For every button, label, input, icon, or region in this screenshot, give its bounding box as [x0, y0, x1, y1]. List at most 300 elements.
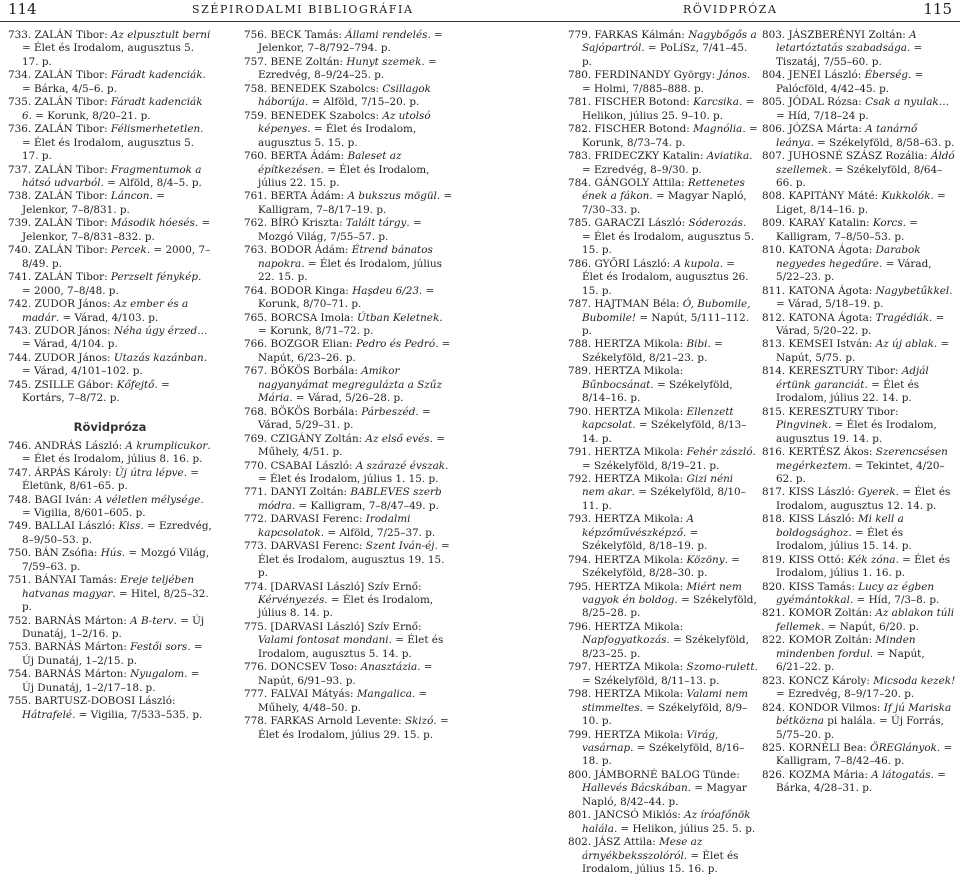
entry-text: [DARVASI László] Szív Ernő: [270, 620, 422, 633]
entry-text: . = Várad, 5/29–31. p. [258, 405, 431, 432]
entry-text: FRIDECZKY Katalin: [594, 150, 707, 163]
page-header [0, 0, 960, 22]
entry-number: 804. [762, 69, 789, 82]
bibliography-entry [762, 702, 956, 742]
entry-title: Virág, vasárnap [582, 728, 719, 755]
section-heading: Rövidpróza [73, 419, 147, 434]
entry-number: 753. [8, 641, 35, 654]
entry-number: 782. [568, 123, 595, 136]
entry-title: Irodalmi kapcsolatok [258, 513, 411, 539]
entry-text: KONCZ Károly: [788, 674, 874, 687]
entry-number: 789. [568, 365, 595, 378]
entry-text: . = Székelyföld, 8/14–16. p. [582, 378, 733, 405]
entry-text: KATONA Ágota: [788, 311, 876, 324]
entry-title: Minden mindenben fordul [776, 634, 916, 660]
entry-number: 743. [8, 324, 35, 337]
bibliography-entry [244, 338, 454, 365]
entry-text: . = Élet és Irodalom, július 8. 14. p. [258, 594, 434, 620]
bibliography-entry [568, 729, 758, 769]
bibliography-entry [762, 607, 956, 634]
entry-text: . = Korunk, 8/71–72. p. [258, 311, 443, 337]
bibliography-entry [568, 258, 758, 298]
entry-text: pi halála. = Új Forrás, 5/75–20. p. [776, 715, 944, 741]
entry-text: KONDOR Vilmos: [788, 701, 884, 714]
entry-title: Bibi [686, 338, 708, 351]
entry-number: 826. [762, 768, 789, 781]
entry-text: . = Élet és Irodalom, augusztus 19. 14. p. [776, 419, 937, 445]
bibliography-entry [8, 352, 212, 379]
entry-title: Nagybőgős a Sajópartról [582, 29, 757, 55]
entry-text: ÁRPÁS Károly: [34, 466, 115, 479]
entry-title: Percek [110, 244, 147, 257]
entry-text: ZALÁN Tibor: [34, 271, 111, 284]
entry-number: 797. [568, 661, 595, 674]
bibliography-entry [8, 574, 212, 614]
entry-title: A letartóztatás szabadsága [776, 29, 917, 55]
entry-number: 733. [8, 29, 35, 41]
entry-text: JÁSZ Attila: [594, 836, 660, 849]
entry-text: . = Székelyföld, 8/9–10. p. [582, 701, 748, 728]
entry-text: ZALÁN Tibor: [34, 244, 111, 257]
entry-title: Festői sors [130, 641, 188, 654]
bibliography-entry [762, 513, 956, 553]
entry-title: Mi kell a boldogsághoz [776, 513, 904, 539]
entry-text: . = Helikon, július 25. 5. p. [613, 822, 756, 835]
bibliography-entry [244, 190, 454, 217]
entry-title: Szent Iván-éj [365, 540, 435, 553]
entry-text: HERTZA Mikola: [594, 728, 687, 741]
entry-text: . = Palócföld, 4/42–45. p. [776, 69, 924, 95]
entry-text: . = Székelyföld, 8/23–25. p. [582, 634, 749, 660]
bibliography-entry [8, 668, 212, 695]
entry-number: 800. [568, 768, 595, 781]
bibliography-entry [762, 69, 956, 96]
bibliography-entry [244, 486, 454, 513]
bibliography-entry [8, 217, 212, 244]
entry-number: 814. [762, 365, 789, 378]
entry-number: 816. [762, 446, 789, 459]
entry-title: Korcs [872, 217, 903, 230]
entry-text: BÍRÓ Kriszta: [270, 217, 346, 230]
entry-text: . = Magyar Napló, 7/30–33. p. [582, 190, 747, 216]
entry-text: . = Élet és Irodalom, július 1. 15. p. [258, 459, 449, 485]
bibliography-entry [762, 554, 956, 581]
entry-text: FERDINANDY György: [594, 69, 719, 82]
bibliography-entry [568, 177, 758, 217]
entry-title: Nagybetűkkel [875, 284, 950, 297]
entry-number: 762. [244, 217, 271, 230]
entry-number: 807. [762, 150, 789, 163]
bibliography-entry [244, 285, 454, 312]
entry-text: CSABAI László: [270, 459, 356, 472]
entry-text: . = Székelyföld, 8/21–23. p. [582, 338, 723, 364]
entry-text: ZSILLE Gábor: [34, 378, 117, 391]
entry-title: Második hóesés [110, 217, 195, 230]
entry-number: 744. [8, 351, 35, 364]
bibliography-entry [244, 513, 454, 540]
bibliography-entry [568, 836, 758, 876]
entry-text: KERTÉSZ Ákos: [788, 446, 876, 459]
entry-text: HERTZA Mikola: [594, 661, 687, 674]
entry-title: Tragédiák [875, 311, 930, 324]
entry-text: FALVAI Mátyás: [270, 688, 357, 701]
entry-title: Ellenzett kapcsolat [582, 405, 734, 432]
bibliography-entry [568, 217, 758, 257]
entry-title: Karcsika [693, 96, 739, 109]
entry-title: Mese az árnyékbeksszolóról [582, 836, 703, 862]
bibliography-entry [244, 661, 454, 688]
entry-text: BECK Tamás: [270, 29, 346, 41]
entry-text: = Korunk, 8/20–21. p. [31, 109, 151, 122]
bibliography-entry [244, 621, 454, 661]
entry-text: . = Ezredvég, 8–9/50–53. p. [22, 520, 212, 546]
entry-text: BÖKÖS Borbála: [270, 365, 362, 378]
bibliography-entry [568, 688, 758, 728]
entry-text: . = Várad, 5/22–23. p. [776, 257, 932, 284]
entry-text: BODOR Ádám: [270, 244, 352, 257]
entry-title: Perzselt fénykép [110, 271, 198, 284]
entry-title: Kék zóna [847, 553, 896, 566]
entry-text: . = Liget, 8/14–16. p. [776, 190, 946, 216]
entry-text: BENEDEK Szabolcs: [270, 82, 383, 95]
entry-title: If jú Mariska bétközna [776, 701, 952, 728]
bibliography-entry [762, 96, 956, 123]
entry-number: 817. [762, 486, 789, 499]
entry-number: 775. [244, 620, 271, 633]
column-2 [244, 29, 454, 742]
entry-text: = Élet és Irodalom, augusztus 5. 17. p. [22, 42, 194, 68]
entry-number: 759. [244, 109, 271, 122]
entry-text: . = Élet és Irodalom, július 8. 16. p. [22, 439, 211, 466]
bibliography-entry [8, 325, 212, 352]
entry-title: Haşdeu 6/23 [352, 284, 419, 297]
entry-text: . = Alföld, 7/15–20. p. [304, 96, 420, 109]
entry-title: Az ablakon túli fellemek [776, 607, 955, 633]
entry-text: . = Élet és Irodalom, július 15. 16. p. [582, 849, 739, 876]
entry-text: . = Napút, 6/20. p. [821, 620, 920, 633]
entry-text: JUHOSNÉ SZÁSZ Rozália: [788, 150, 931, 163]
entry-number: 737. [8, 163, 35, 176]
entry-text: ANDRÁS László: [34, 439, 126, 452]
entry-text: . = Napút, 5/75. p. [776, 338, 950, 364]
entry-title: Valami nem stimmeltes [582, 688, 748, 714]
entry-text: . = Várad, 5/18–19. p. [776, 284, 953, 311]
entry-text: BÁN Zsófia: [34, 547, 101, 560]
entry-number: 805. [762, 96, 789, 109]
entry-text: GARACZI László: [594, 217, 689, 230]
entry-number: 790. [568, 405, 595, 418]
entry-number: 739. [8, 217, 35, 230]
entry-text: . = Tekintet, 4/20–62. p. [776, 459, 945, 485]
bibliography-entry [244, 83, 454, 110]
entry-number: 769. [244, 432, 271, 445]
bibliography-entry [568, 473, 758, 513]
entry-text: ZALÁN Tibor: [34, 96, 111, 109]
entry-text: . = Élet és Irodalom, augusztus 5. 17. p. [22, 123, 204, 163]
entry-text: . = Élet és Irodalom, július 22. 14. p. [776, 378, 920, 405]
entry-title: Hunyt szemek [346, 55, 422, 68]
bibliography-entry [762, 285, 956, 312]
entry-number: 780. [568, 69, 595, 82]
bibliography-entry [8, 190, 212, 217]
entry-number: 756. [244, 29, 271, 41]
entry-text: = Híd, 7/18–24 p. [776, 109, 869, 122]
bibliography-entry [244, 540, 454, 580]
entry-text: BODOR Kinga: [270, 284, 353, 297]
entry-text: . = Székelyföld, 8/13–14. p. [582, 419, 747, 445]
entry-title: Étrend bánatos napokra [258, 244, 433, 270]
entry-number: 791. [568, 446, 595, 459]
column-4 [762, 29, 956, 796]
bibliography-entry [568, 554, 758, 581]
entry-title: Skizó [404, 715, 434, 728]
bibliography-entry [762, 190, 956, 217]
entry-number: 734. [8, 69, 35, 82]
entry-number: 740. [8, 244, 35, 257]
entry-text: . = Székelyföld, 8/10–11. p. [582, 486, 746, 512]
entry-number: 794. [568, 553, 595, 566]
bibliography-entry [8, 615, 212, 642]
entry-number: 763. [244, 244, 271, 257]
entry-title: Az utolsó képenyes [258, 109, 431, 136]
entry-number: 754. [8, 668, 35, 681]
entry-text: KARAY Katalin: [788, 217, 873, 230]
column-3 [568, 29, 758, 877]
entry-number: 770. [244, 459, 271, 472]
bibliography-entry [244, 217, 454, 244]
entry-text: FISCHER Botond: [594, 123, 694, 136]
entry-title: Bűnbocsánat [582, 378, 651, 391]
entry-text: . = Vigilia, 7/533–535. p. [72, 708, 203, 721]
bibliography-entry [8, 164, 212, 191]
entry-text: FARKAS Arnold Levente: [270, 715, 405, 728]
entry-number: 812. [762, 311, 789, 324]
entry-title: Közöny [686, 553, 725, 566]
entry-text: ZUDOR János: [34, 298, 114, 311]
entry-text: BENEDEK Szabolcs: [270, 109, 383, 122]
bibliography-entry [568, 581, 758, 621]
bibliography-entry [762, 29, 956, 69]
entry-text: . = Élet és Irodalom, július 1. 16. p. [776, 553, 951, 580]
entry-text: = Ezredvég, 8–9/17–20. p. [776, 688, 915, 701]
entry-title: Útban Keletnek [357, 311, 440, 324]
entry-text: HAJTMAN Béla: [594, 298, 683, 311]
entry-title: A B-terv [130, 614, 174, 627]
entry-text: . = Bárka, 4/28–31. p. [776, 768, 946, 795]
entry-text: BERTA Ádám: [270, 190, 348, 203]
bibliography-entry [244, 433, 454, 460]
entry-text: . = Magyar Napló, 8/42–44. p. [582, 782, 747, 808]
entry-number: 757. [244, 55, 271, 68]
entry-text: . = Jelenkor, 7–8/831. p. [22, 190, 165, 216]
entry-title: Gyerek [857, 486, 896, 499]
entry-text: BAGI Iván: [34, 493, 95, 506]
entry-text: DANYI Zoltán: [270, 486, 351, 499]
entry-number: 781. [568, 96, 595, 109]
entry-number: 772. [244, 513, 271, 526]
entry-text: FISCHER Botond: [594, 96, 694, 109]
entry-text: GYŐRI László: [594, 257, 674, 270]
entry-text: KISS László: [788, 486, 858, 499]
entry-title: Napfogyatkozás [582, 634, 667, 647]
entry-text: . = Élet és Irodalom, július 22. 15. p. [258, 163, 430, 189]
entry-text: BORCSA Imola: [270, 311, 358, 324]
bibliography-entry [762, 446, 956, 486]
entry-text: . = Alföld, 7/25–37. p. [320, 526, 436, 539]
entry-text: BÁNYAI Tamás: [34, 574, 121, 587]
entry-title: Kérvényezés [258, 594, 325, 607]
entry-title: Gizi néni nem akar [582, 472, 734, 499]
entry-title: Darabok negyedes hegedűre [776, 244, 921, 270]
entry-text: = Napút, 5/111–112. p. [582, 311, 750, 337]
entry-text: . = Holmi, 7/885–888. p. [582, 69, 751, 95]
entry-text: . = Székelyföld, 8/28–30. p. [582, 553, 740, 580]
entry-title: Láncon [110, 190, 150, 203]
entry-text: ZALÁN Tibor: [34, 163, 111, 176]
entry-text: HERTZA Mikola: [594, 446, 687, 459]
entry-text: JÓZSA Márta: [788, 123, 866, 136]
entry-title: Anasztázia [360, 661, 418, 674]
entry-title: Néha úgy érzed… [113, 324, 208, 337]
entry-text: JENEI László: [788, 69, 865, 82]
entry-number: 765. [244, 311, 271, 324]
entry-title: Valami fontosat mondani [258, 634, 389, 647]
entry-text: KOMOR Zoltán: [788, 634, 876, 647]
entry-title: Magnólia [693, 123, 743, 136]
entry-number: 738. [8, 190, 35, 203]
entry-text: . = Várad, 5/26–28. p. [289, 392, 404, 405]
entry-text: HERTZA Mikola: [594, 688, 687, 701]
entry-text: . = Mozgó Világ, 7/55–57. p. [258, 217, 422, 243]
entry-number: 796. [568, 620, 595, 633]
entry-text: KATONA Ágota: [788, 284, 876, 297]
entry-title: Fáradt kadenciák 6. [22, 96, 203, 122]
entry-number: 808. [762, 190, 789, 203]
entry-text: . = Élet és Irodalom, július 15. 14. p. [776, 526, 912, 553]
entry-number: 761. [244, 190, 271, 203]
entry-text: . = Új Dunatáj, 1–2/15. p. [22, 641, 203, 667]
entry-text: BARNÁS Márton: [34, 614, 131, 627]
entry-number: 802. [568, 836, 595, 849]
entry-text: . = Új Dunatáj, 1–2/16. p. [22, 614, 205, 641]
bibliography-entry [568, 338, 758, 365]
entry-text: KATONA Ágota: [788, 244, 876, 257]
entry-text: . = Új Dunatáj, 1–2/17–18. p. [22, 668, 200, 694]
entry-text: DARVASI Ferenc: [270, 540, 366, 553]
entry-text: . = Bárka, 4/5–6. p. [22, 69, 206, 95]
entry-title: Rettenetes ének a fákon [582, 176, 745, 203]
entry-text: FARKAS Kálmán: [594, 29, 689, 41]
entry-number: 823. [762, 674, 789, 687]
entry-title: A képzőművészképző [582, 513, 695, 539]
bibliography-entry [244, 29, 454, 56]
entry-title: Pedro és Pedró [355, 338, 436, 351]
entry-number: 787. [568, 298, 595, 311]
entry-text: BARNÁS Márton: [34, 641, 131, 654]
entry-text: KORNÉLI Bea: [788, 742, 871, 755]
entry-number: 819. [762, 553, 789, 566]
entry-number: 809. [762, 217, 789, 230]
entry-text: . = Ezredvég, 8–9/30. p. [582, 150, 753, 176]
column-1 [8, 29, 212, 722]
entry-text: . = Tiszatáj, 7/55–60. p. [776, 42, 923, 68]
entry-number: 750. [8, 547, 35, 560]
bibliography-entry [244, 715, 454, 742]
entry-text: . = Kalligram, 7–8/47–49. p. [291, 499, 439, 512]
entry-text: . = Székelyföld, 8/16–18. p. [582, 742, 745, 768]
entry-text: JÁMBORNÉ BALOG Tünde: [594, 768, 740, 781]
entry-number: 748. [8, 493, 35, 506]
entry-number: 735. [8, 96, 35, 109]
entry-text: . = Székelyföld, 8/64–66. p. [776, 163, 943, 189]
entry-text: BERTA Ádám: [270, 150, 348, 163]
entry-text: HERTZA Mikola: [594, 472, 687, 485]
entry-text: BÖKÖS Borbála: [270, 405, 362, 418]
entry-text: . = Korunk, 8/73–74. p. [582, 123, 758, 149]
bibliography-entry [244, 110, 454, 150]
entry-text: . = Várad, 4/101–102. p. [22, 351, 207, 378]
bibliography-entry [762, 150, 956, 190]
bibliography-entry [244, 406, 454, 433]
entry-text: KISS Tamás: [788, 580, 859, 593]
entry-text: CZIGÁNY Zoltán: [270, 432, 366, 445]
entry-title: Lucy az égben gyémántokkal [776, 580, 935, 607]
entry-text: . = Vigilia, 8/601–605. p. [22, 493, 204, 519]
bibliography-entry [8, 29, 212, 69]
entry-text: . = Hitel, 8/25–32. p. [22, 587, 209, 614]
entry-number: 774. [244, 580, 271, 593]
entry-text: . = Napút, 6/91–93. p. [258, 661, 433, 687]
entry-number: 815. [762, 405, 789, 418]
entry-title: Fehér zászló [686, 446, 753, 459]
entry-text: JÁSZBERÉNYI Zoltán: [788, 29, 910, 41]
entry-text: . = Élet és Irodalom, július 22. 15. p. [258, 257, 442, 284]
bibliography-entry [244, 460, 454, 487]
entry-title: János [718, 69, 748, 82]
entry-number: 803. [762, 29, 789, 41]
entry-text: HERTZA Mikola: [594, 620, 684, 633]
bibliography-entry [244, 312, 454, 339]
bibliography-entry [8, 440, 212, 467]
bibliography-entry [8, 96, 212, 123]
bibliography-entry [568, 406, 758, 446]
entry-text: HERTZA Mikola: [594, 338, 687, 351]
entry-text: . = Ezredvég, 8–9/24–25. p. [258, 55, 437, 82]
entry-title: A véletlen mélysége [94, 493, 201, 506]
entry-number: 749. [8, 520, 35, 533]
bibliography-entry [244, 56, 454, 83]
bibliography-entry [762, 365, 956, 405]
entry-title: Mangalica [356, 688, 412, 701]
entry-text: . = Alföld, 8/4–5. p. [100, 176, 202, 189]
entry-text: . = Várad, 5/20–22. p. [776, 311, 945, 337]
entry-title: Éberség [864, 69, 909, 82]
left-page-number: 114 [8, 0, 37, 18]
bibliography-entry [568, 96, 758, 123]
entry-title: Sóderozás [688, 217, 743, 230]
entry-title: Fragmentumok a hátsó udvarból [22, 163, 202, 189]
entry-title: Az ember és a madár [22, 298, 189, 324]
entry-number: 801. [568, 809, 595, 822]
bibliography-entry [762, 769, 956, 796]
entry-text: . = Kalligram, 7–8/42–46. p. [776, 742, 953, 768]
entry-title: Hátrafelé [22, 708, 73, 721]
entry-number: 810. [762, 244, 789, 257]
bibliography-entry [8, 271, 212, 298]
entry-title: Hús [100, 547, 122, 560]
entry-text: . = Székelyföld, 8/25–28. p. [582, 594, 757, 620]
bibliography-entry [8, 494, 212, 521]
